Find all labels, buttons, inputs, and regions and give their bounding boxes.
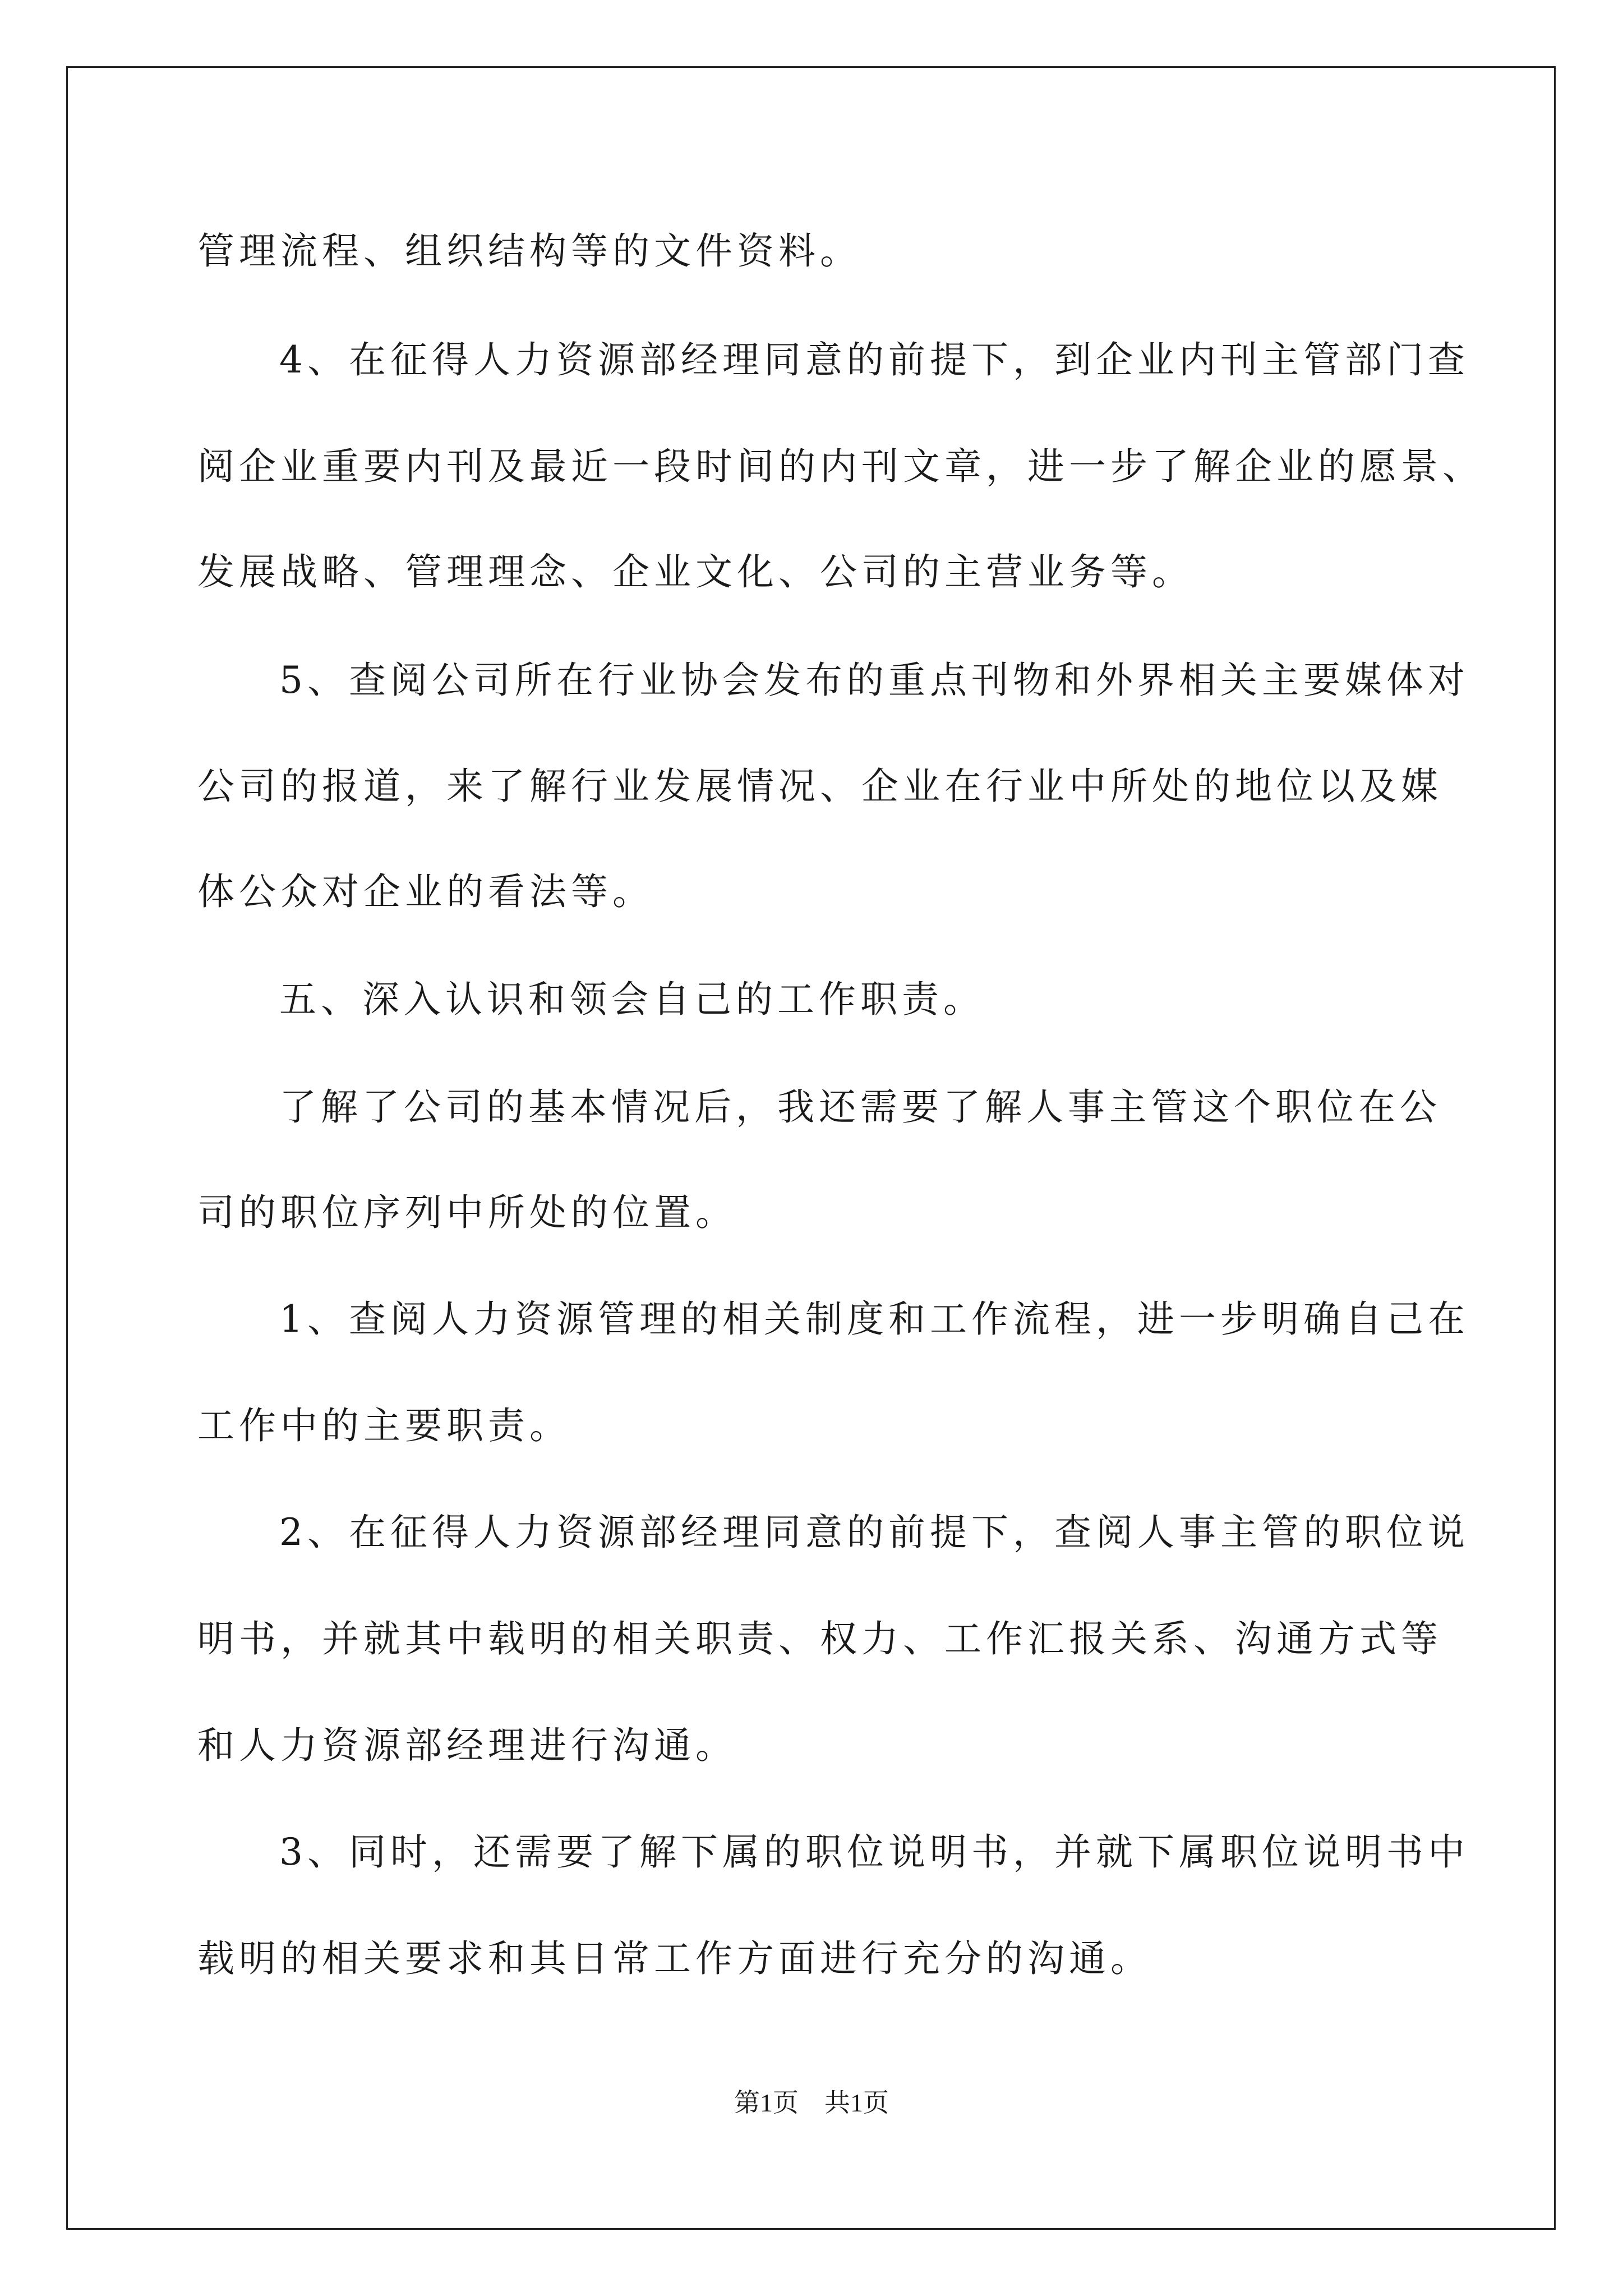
text-line: 4、在征得人力资源部经理同意的前提下，到企业内刊主管部门查 xyxy=(279,338,1469,381)
text-line: 五、深入认识和领会自己的工作职责。 xyxy=(279,978,985,1021)
text-line: 公司的报道，来了解行业发展情况、企业在行业中所处的地位以及媒 xyxy=(197,765,1442,808)
text-line: 和人力资源部经理进行沟通。 xyxy=(197,1724,737,1767)
text-line: 5、查阅公司所在行业协会发布的重点刊物和外界相关主要媒体对 xyxy=(279,659,1469,702)
text-line: 载明的相关要求和其日常工作方面进行充分的沟通。 xyxy=(197,1937,1152,1980)
text-line: 管理流程、组织结构等的文件资料。 xyxy=(197,229,861,273)
text-line: 明书，并就其中载明的相关职责、权力、工作汇报关系、沟通方式等 xyxy=(197,1617,1442,1660)
text-line: 2、在征得人力资源部经理同意的前提下，查阅人事主管的职位说 xyxy=(279,1511,1469,1554)
text-line: 发展战略、管理理念、企业文化、公司的主营业务等。 xyxy=(197,550,1193,593)
page-number: 第1页 共1页 xyxy=(734,2088,889,2117)
text-line: 工作中的主要职责。 xyxy=(197,1404,571,1447)
text-line: 司的职位序列中所处的位置。 xyxy=(197,1191,737,1234)
text-line: 体公众对企业的看法等。 xyxy=(197,870,654,913)
text-line: 3、同时，还需要了解下属的职位说明书，并就下属职位说明书中 xyxy=(279,1830,1469,1874)
page-border xyxy=(66,66,1556,2230)
text-line: 阅企业重要内刊及最近一段时间的内刊文章，进一步了解企业的愿景、 xyxy=(197,445,1484,488)
text-line: 了解了公司的基本情况后，我还需要了解人事主管这个职位在公 xyxy=(279,1085,1441,1129)
text-line: 1、查阅人力资源管理的相关制度和工作流程，进一步明确自己在 xyxy=(279,1297,1469,1341)
